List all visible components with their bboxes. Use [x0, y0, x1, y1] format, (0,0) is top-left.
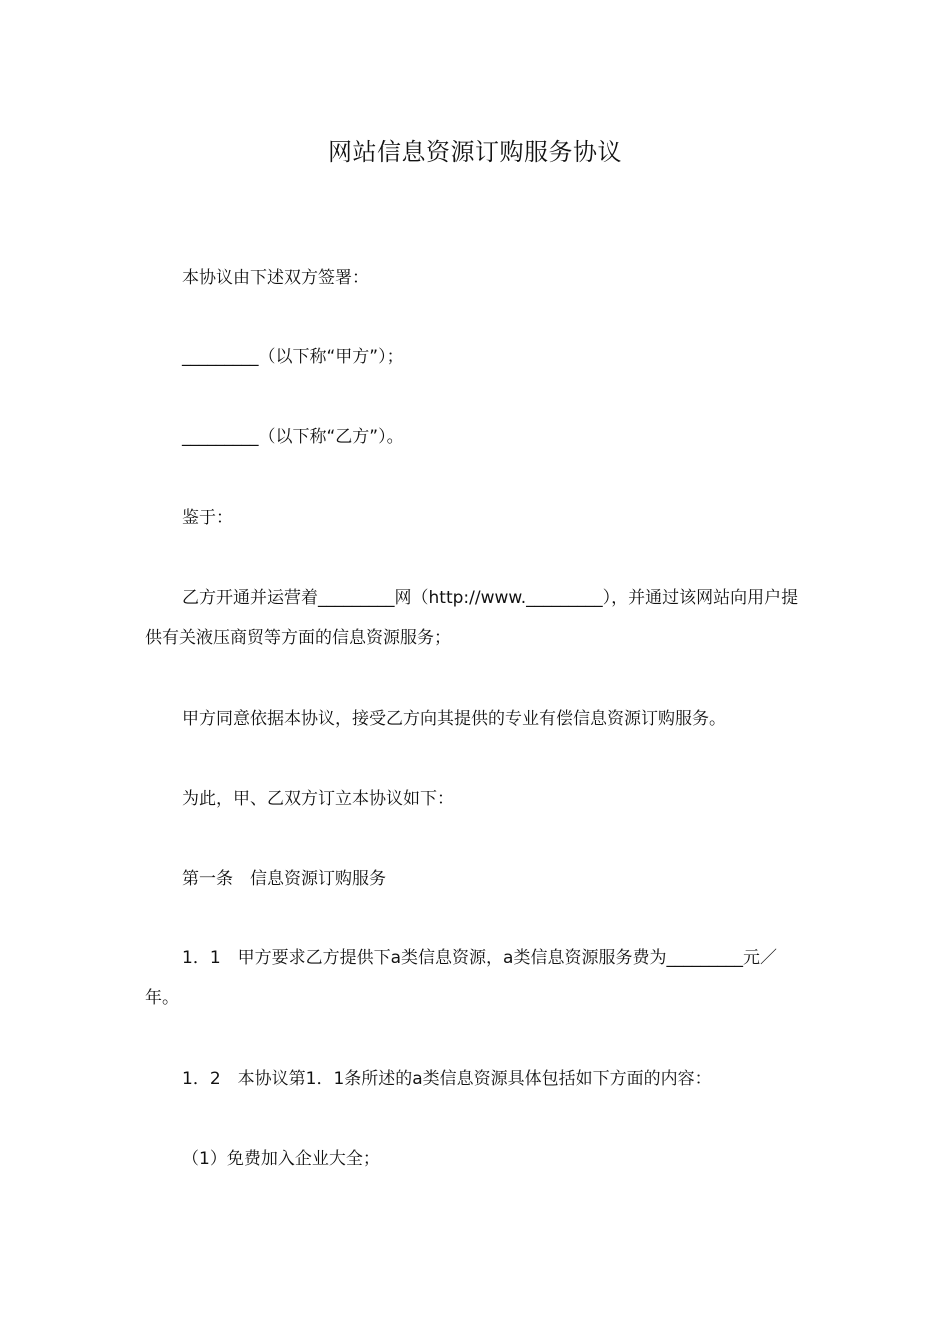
paragraph-party-a-agrees: 甲方同意依据本协议，接受乙方向其提供的专业有偿信息资源订购服务。 — [182, 709, 726, 729]
paragraph-signing-intro: 本协议由下述双方签署： — [182, 268, 369, 288]
list-item-1: （1）免费加入企业大全； — [182, 1149, 380, 1169]
paragraph-therefore: 为此，甲、乙双方订立本协议如下： — [182, 789, 454, 809]
article-1-heading: 第一条 信息资源订购服务 — [182, 869, 386, 889]
clause-1-2: 1．2 本协议第1．1条所述的a类信息资源具体包括如下方面的内容： — [182, 1069, 712, 1089]
paragraph-party-b-website: 乙方开通并运营着_________网（http://www._________），并通过该网站向用户提供有关液压商贸等方面的信息资源服务； — [145, 588, 799, 648]
clause-1-1: 1．1 甲方要求乙方提供下a类信息资源，a类信息资源服务费为_________元／年。 — [145, 948, 777, 1008]
paragraph-party-b: _________（以下称“乙方”）。 — [182, 427, 404, 447]
paragraph-whereas: 鉴于： — [182, 508, 233, 528]
paragraph-party-a: _________（以下称“甲方”）； — [182, 347, 404, 367]
document-title: 网站信息资源订购服务协议 — [328, 138, 622, 166]
